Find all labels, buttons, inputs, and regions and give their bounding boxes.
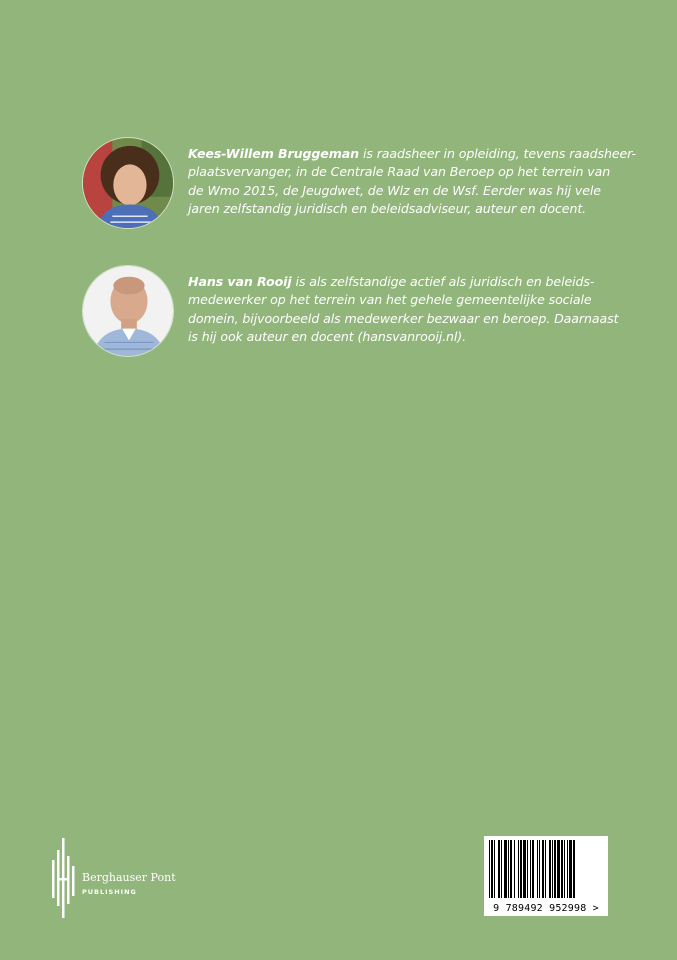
barcode-bar [552,840,553,898]
barcode-bar [549,840,551,898]
barcode-bar [569,840,572,898]
author-photo-1 [82,137,174,229]
barcode-bar [564,840,565,898]
bio-line: jaren zelfstandig juridisch en beleidsadviseur, auteur en docent. [188,200,587,216]
barcode-bar [514,840,515,898]
portrait-icon [83,266,173,356]
barcode-bar [567,840,568,898]
portrait-icon [83,138,173,228]
barcode-bar [530,840,531,898]
barcode-bar [573,840,575,898]
publisher-logo [52,838,192,918]
author-bio-text-1 [188,145,636,218]
barcode-bar [532,840,534,898]
author-bio-1 [82,137,636,229]
bio-line: domein, bijvoorbeeld als medewerker bezwaar en beroep. Daarnaast [188,310,619,326]
barcode-bar [510,840,512,898]
bio-line: plaatsvervanger, in de Centrale Raad van Beroep op het terrein van [188,164,611,180]
bio-line: is hij ook auteur en docent (hansvanrooij.nl). [188,328,467,344]
bio-line: de Wmo 2015, de Jeugdwet, de Wlz en de Wsf. Eerder was hij vele [188,182,601,198]
publisher-mark-icon [52,838,78,918]
author-bio-2 [82,265,622,357]
isbn-barcode [484,836,608,916]
author-bio-text-2 [188,273,620,346]
barcode-bar [520,840,522,898]
barcode-bar [504,840,507,898]
barcode-bar [508,840,509,898]
barcode-bar [527,840,528,898]
barcode-bar [494,840,495,898]
isbn-number: 9 789492 952998 > [493,903,599,914]
bio-line: is als zelfstandige actief als juridisch en beleids- [291,274,595,289]
publisher-name: Berghauser Pont [82,871,176,884]
publisher-subtitle: PUBLISHING [82,888,137,896]
barcode-bar [557,840,560,898]
barcode-bar [542,840,544,898]
author-name-1: Kees-Willem Bruggeman [188,146,360,161]
barcode-bar [561,840,563,898]
barcode-bar [545,840,546,898]
barcode-bar [501,840,502,898]
barcode-icon [487,840,605,900]
barcode-bar [518,840,519,898]
author-name-2: Hans van Rooij [188,274,292,289]
barcode-bar [498,840,500,898]
barcode-bar [491,840,493,898]
author-photo-2 [82,265,174,357]
barcode-bar [537,840,538,898]
barcode-bar [489,840,490,898]
bio-line: is raadsheer in opleiding, tevens raadsheer- [359,146,636,161]
bio-line: medewerker op het terrein van het gehele gemeentelijke sociale [188,292,592,308]
barcode-bar [523,840,526,898]
barcode-bar [554,840,556,898]
barcode-bar [539,840,540,898]
